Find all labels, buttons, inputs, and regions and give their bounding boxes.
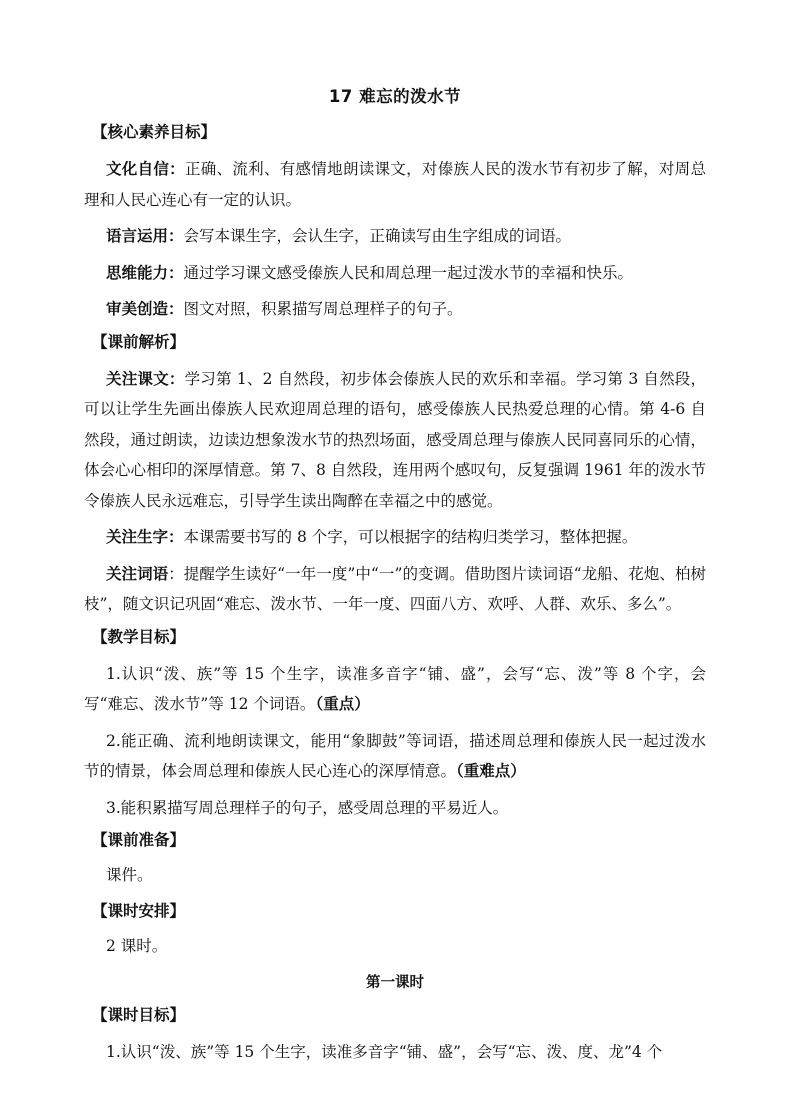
lesson-one-title: 第一课时	[366, 975, 424, 991]
label-focus-text: 关注课文：	[106, 368, 185, 388]
paragraph-focus-text	[84, 364, 706, 517]
paragraph-cultural-confidence	[84, 154, 706, 215]
text-goal-3: 3.能积累描写周总理样子的句子，感受周总理的平易近人。	[106, 798, 509, 817]
mark-goal-1: （重点）	[315, 694, 370, 713]
paragraph-aesthetic-creation	[84, 294, 706, 325]
heading-schedule: 【课时安排】	[92, 901, 186, 920]
paragraph-thinking-ability	[84, 258, 706, 289]
text-aesthetic-creation: 图文对照，积累描写周总理样子的句子。	[183, 300, 463, 318]
mark-goal-2: （重难点）	[456, 761, 526, 780]
heading-preparation: 【课前准备】	[92, 830, 186, 849]
heading-core-goals: 【核心素养目标】	[92, 122, 217, 141]
paragraph-goal-3	[84, 793, 706, 824]
text-focus-words: ：提醒学生读好“一年一度”中“一”的变调。借助图片读词语“龙船、花炮、柏树枝”，随文识记巩固“难忘、泼水节、一年一度、四面八方、欢呼、人群、欢乐、多么”。	[84, 564, 706, 613]
heading-teaching-goals: 【教学目标】	[92, 626, 186, 646]
label-focus-characters: 关注生字：	[106, 527, 184, 546]
paragraph-schedule: 2 课时。	[106, 937, 168, 955]
text-thinking-ability: 通过学习课文感受傣族人民和周总理一起过泼水节的幸福和快乐。	[183, 263, 634, 282]
paragraph-preparation: 课件。	[106, 866, 153, 884]
lesson-title: 17 难忘的泼水节	[328, 87, 462, 106]
text-goal-2: 2.能正确、流利地朗读课文，能用“象脚鼓”等词语，描述周总理和傣族人民一起过泼水节的情景，体会周总理和傣族人民心连心的深厚情意。	[84, 731, 706, 780]
label-cultural-confidence: 文化自信：	[106, 159, 185, 178]
text-focus-characters: 本课需要书写的 8 个字，可以根据字的结构归类学习，整体把握。	[183, 528, 638, 546]
label-thinking-ability: 思维能力：	[106, 262, 184, 282]
text-language-use: 会写本课生字，会认生字，正确读写由生字组成的词语。	[183, 227, 572, 245]
paragraph-goal-2	[84, 726, 706, 787]
paragraph-lesson-goal-1: 1.认识“泼、族”等 15 个生字，读准多音字“铺、盛”，会写“忘、泼、度、龙”4 个	[106, 1043, 663, 1061]
label-language-use: 语言运用：	[106, 226, 184, 245]
paragraph-goal-1	[84, 659, 706, 720]
label-focus-words: 关注词语	[106, 563, 169, 583]
paragraph-language-use	[84, 221, 706, 252]
text-goal-1: 1.认识“泼、族”等 15 个生字，读准多音字“铺、盛”，会写“忘、泼”等 8 个字，会写“难忘、泼水节”等 12 个词语。	[84, 664, 706, 713]
paragraph-focus-words	[84, 559, 706, 620]
paragraph-focus-characters	[84, 522, 706, 553]
text-focus-text: 学习第 1、2 自然段，初步体会傣族人民的欢乐和幸福。学习第 3 自然段，可以让学生先画出傣族人民欢迎周总理的语句，感受傣族人民热爱总理的心情。第 4-6 自然段，通过朗读，边读边想象泼水节的热烈场面，感受周总理与傣族人民同喜同乐的心情，体会心心相印的深厚情意。第 7、8 自然段，连用两个感叹句，反复强调 1961 年的泼水节令傣族人民永远难忘，引导学生读出陶醉在幸福之中的感觉。	[84, 369, 706, 510]
heading-lesson-goals: 【课时目标】	[92, 1005, 186, 1024]
label-aesthetic-creation: 审美创造：	[106, 299, 184, 318]
text-cultural-confidence: 正确、流利、有感情地朗读课文，对傣族人民的泼水节有初步了解，对周总理和人民心连心有一定的认识。	[84, 160, 706, 209]
heading-pre-class-analysis: 【课前解析】	[92, 331, 186, 351]
